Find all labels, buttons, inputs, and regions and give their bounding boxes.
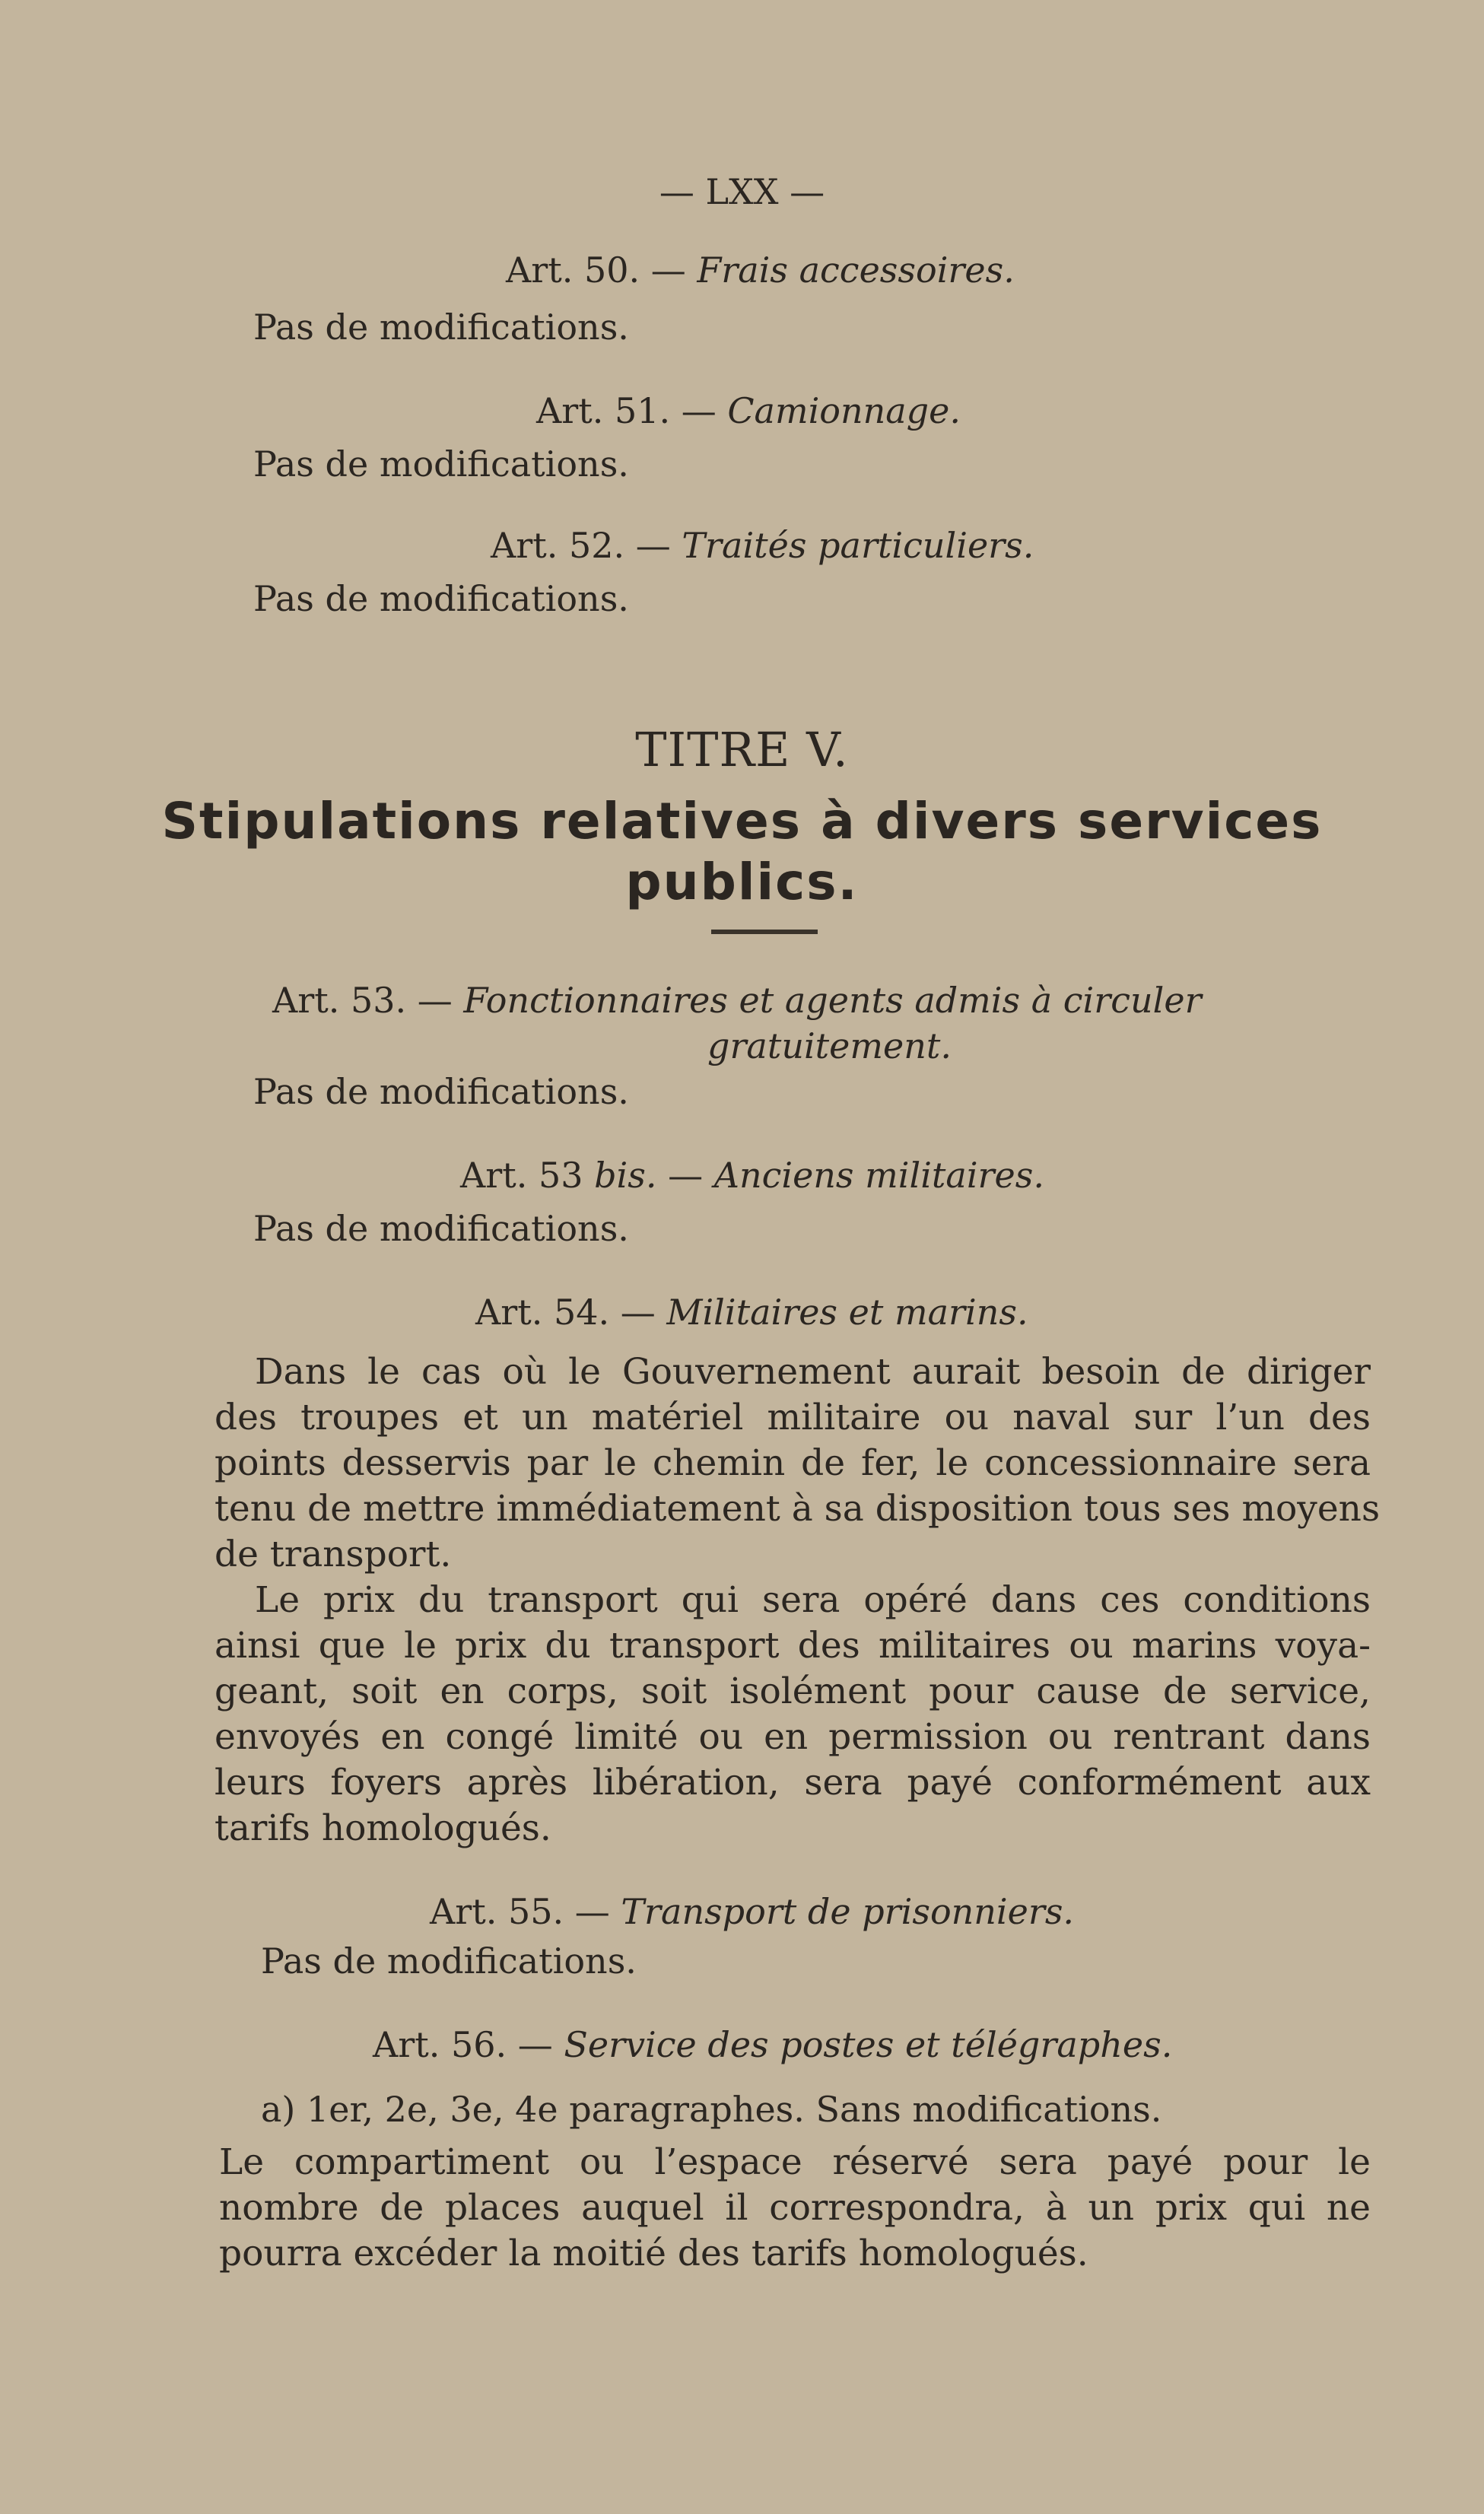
art56-para-line: pourra excéder la moitié des tarifs homologués.	[219, 2233, 1088, 2274]
art53-title: Art. 53. —	[272, 980, 453, 1021]
art56-title: Art. 56. —	[373, 2024, 553, 2065]
art52-subject: Traités particuliers.	[682, 525, 1034, 566]
art53bis-subject: Anciens militaires.	[713, 1155, 1044, 1196]
art53bis-text: Pas de modifications.	[253, 1208, 629, 1249]
titre-heading-line1: Stipulations relatives à divers services	[161, 792, 1323, 850]
art53bis-heading	[460, 1152, 1044, 1198]
art55-text: Pas de modifications.	[261, 1940, 637, 1982]
art54-para1-line: points desservis par le chemin de fer, le concessionnaire sera	[214, 1442, 1371, 1484]
art54-para2-line: tarifs homologués.	[214, 1807, 551, 1849]
art54-title: Art. 54. —	[475, 1292, 656, 1333]
art51-heading	[536, 388, 961, 434]
art56-heading	[373, 2022, 1172, 2067]
art53-heading	[272, 977, 1202, 1023]
art54-para2-line: geant, soit en corps, soit isolément pour cause de service,	[214, 1670, 1371, 1712]
art50-text: Pas de modifications.	[253, 307, 629, 348]
art54-para2-line: envoyés en congé limité ou en permission ou rentrant dans	[214, 1716, 1371, 1758]
art51-title: Art. 51. —	[536, 390, 717, 431]
art55-title: Art. 55. —	[430, 1891, 610, 1932]
titre-heading-line2: publics.	[625, 853, 859, 911]
art54-para2-line: ainsi que le prix du transport des militaires ou marins voya-	[214, 1625, 1371, 1667]
art55-heading	[430, 1889, 1074, 1934]
art53-subject-line1: Fonctionnaires et agents admis à circuler	[463, 980, 1202, 1021]
art54-para1-line: des troupes et un matériel militaire ou naval sur l’un des	[214, 1397, 1371, 1438]
art51-text: Pas de modifications.	[253, 443, 629, 485]
section-divider	[711, 930, 818, 934]
art54-para1-line: de transport.	[214, 1534, 452, 1575]
art54-heading	[475, 1289, 1028, 1335]
art56-para-line: Le compartiment ou l’espace réservé sera payé pour le	[219, 2141, 1371, 2183]
art55-subject: Transport de prisonniers.	[621, 1891, 1075, 1932]
art53bis-bis: bis.	[594, 1155, 657, 1196]
titre-label: TITRE V.	[635, 722, 849, 777]
art56-item-a: a) 1er, 2e, 3e, 4e paragraphes. Sans modifications.	[261, 2089, 1162, 2130]
art56-subject: Service des postes et télégraphes.	[564, 2024, 1173, 2065]
art53-text: Pas de modifications.	[253, 1071, 629, 1112]
art50-subject: Frais accessoires.	[697, 249, 1015, 291]
art53bis-title: Art. 53	[460, 1155, 583, 1196]
art52-heading	[491, 523, 1034, 568]
art54-para2-line: Le prix du transport qui sera opéré dans ces conditions	[255, 1579, 1371, 1621]
art51-subject: Camionnage.	[727, 390, 961, 431]
art54-para2-line: leurs foyers après libération, sera payé conformément aux	[214, 1762, 1371, 1804]
art56-para-line: nombre de places auquel il correspondra, à un prix qui ne	[219, 2187, 1371, 2229]
art54-para1-line: tenu de mettre immédiatement à sa disposition tous ses moyens	[214, 1488, 1381, 1530]
art52-title: Art. 52. —	[491, 525, 671, 566]
art54-subject: Militaires et marins.	[666, 1292, 1028, 1333]
art50-heading	[506, 247, 1015, 293]
page-number: — LXX —	[659, 171, 825, 212]
art54-para1-line: Dans le cas où le Gouvernement aurait besoin de diriger	[255, 1351, 1371, 1393]
art50-title: Art. 50. —	[506, 249, 686, 291]
art53bis-dash: —	[668, 1155, 704, 1196]
art52-text: Pas de modifications.	[253, 578, 629, 619]
art53-subject-line2: gratuitement.	[707, 1025, 952, 1066]
